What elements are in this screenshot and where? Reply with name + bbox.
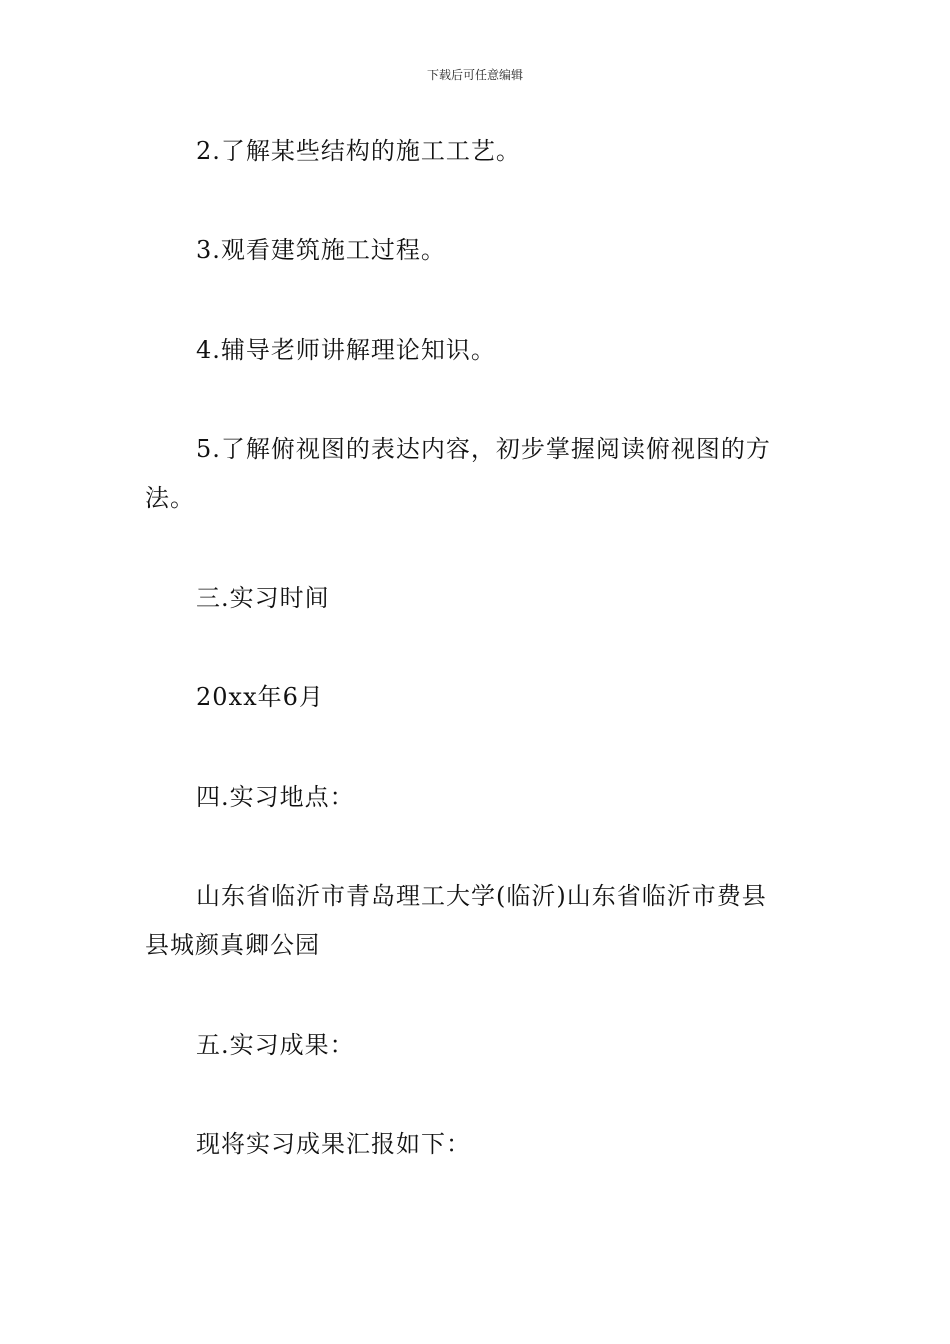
list-item-5-line-1: 5.了解俯视图的表达内容，初步掌握阅读俯视图的方 — [196, 435, 771, 463]
section-heading-time: 三.实习时间 — [196, 584, 330, 612]
list-item-3: 3.观看建筑施工过程。 — [196, 236, 446, 264]
location-line-1: 山东省临沂市青岛理工大学(临沂)山东省临沂市费县 — [196, 882, 767, 910]
location-line-2: 县城颜真卿公园 — [145, 931, 320, 959]
section-heading-location: 四.实习地点： — [196, 783, 355, 811]
list-item-4: 4.辅导老师讲解理论知识。 — [196, 336, 496, 364]
results-intro: 现将实习成果汇报如下： — [196, 1130, 471, 1158]
section-heading-results: 五.实习成果： — [196, 1031, 355, 1059]
list-item-5-line-2: 法。 — [145, 484, 195, 512]
internship-date: 20xx年6月 — [196, 683, 324, 711]
page-header: 下载后可任意编辑 — [426, 68, 523, 82]
list-item-2: 2.了解某些结构的施工工艺。 — [196, 137, 521, 165]
